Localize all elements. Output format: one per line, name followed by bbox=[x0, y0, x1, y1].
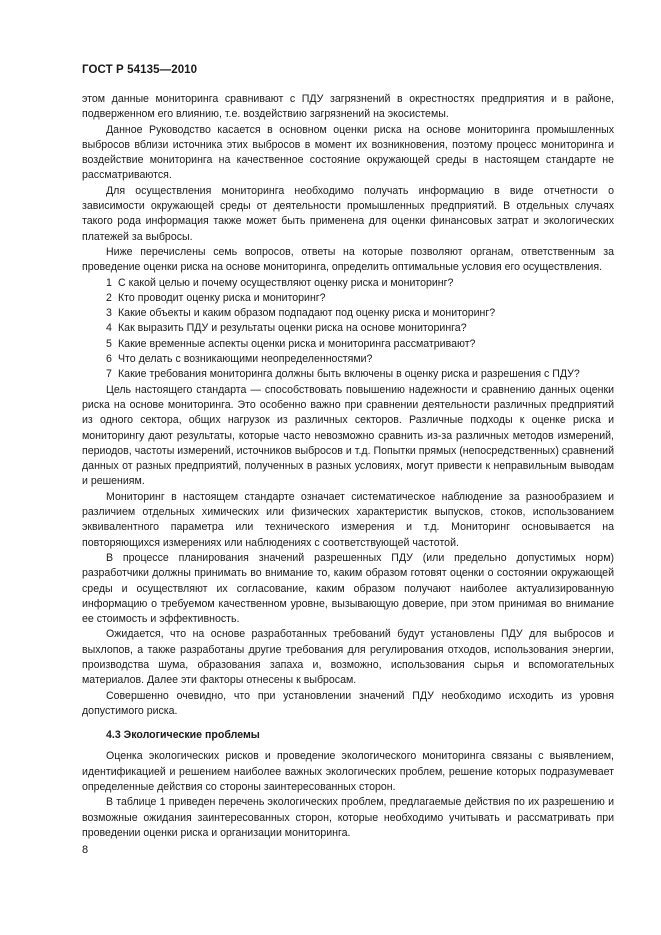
paragraph: Данное Руководство касается в основном оценки риска на основе мониторинга промышленных выбросов вблизи источника этих выбросов в момент их возникновения, поэтому процесс мониторинга и воздействие мониторинга на качественное состояние окружающей среды в настоящем стандарте не рассматриваются. bbox=[82, 123, 614, 182]
list-item-number: 6 bbox=[106, 353, 112, 366]
paragraph: В таблице 1 приведен перечень экологических проблем, предлагаемые действия по их разрешению и возможные ожидания заинтересованных сторон, которые необходимо учитывать и рассматривать при проведении оценки риска и организации мониторинга. bbox=[82, 796, 614, 839]
paragraph: этом данные мониторинга сравнивают с ПДУ загрязнений в окрестностях предприятия и в районе, подверженном его влиянию, т.е. воздействию загрязнений на экосистемы. bbox=[82, 93, 614, 121]
list-item-number: 3 bbox=[106, 307, 112, 320]
paragraph: Совершенно очевидно, что при установлении значений ПДУ необходимо исходить из уровня допустимого риска. bbox=[82, 689, 614, 717]
list-item-text: Что делать с возникающими неопределенностями? bbox=[118, 353, 373, 366]
list-item-number: 2 bbox=[106, 291, 112, 304]
list-item-number: 5 bbox=[106, 337, 112, 350]
paragraph: Мониторинг в настоящем стандарте означает систематическое наблюдение за разнообразием и различием отдельных химических или физических характеристик выпусков, стоков, использованием эквивалентного параметра или технического измерения и т.д. Мониторинг основывается на повторяющихся измерениях или наблюдениях с соответствующей частотой. bbox=[82, 490, 614, 549]
question-list bbox=[82, 276, 614, 383]
list-item bbox=[82, 276, 614, 291]
paragraph: В процессе планирования значений разрешенных ПДУ (или предельно допустимых норм) разработчики должны принимать во внимание то, каким образом готовят оценки о состоянии окружающей среды и осуществляют их согласование, каким образом получают наиболее актуализированную информацию о требуемом качественном уровне, вызывающую доверие, при этом принимая во внимание ее стоимость и эффективность. bbox=[82, 551, 614, 626]
list-item bbox=[82, 367, 614, 382]
list-item bbox=[82, 321, 614, 336]
page-number: 8 bbox=[82, 844, 89, 856]
section-heading: 4.3 Экологические проблемы bbox=[106, 729, 260, 742]
list-item-text: Какие временные аспекты оценки риска и мониторинга рассматривают? bbox=[118, 337, 476, 350]
list-item-text: Как выразить ПДУ и результаты оценки риска на основе мониторинга? bbox=[118, 322, 467, 335]
list-item-text: С какой целью и почему осуществляют оценку риска и мониторинг? bbox=[118, 276, 454, 289]
list-item-text: Какие требования мониторинга должны быть включены в оценку риска и разрешения с ПДУ? bbox=[118, 368, 580, 381]
paragraph: Цель настоящего стандарта — способствовать повышению надежности и сравнению данных оценки риска на основе мониторинга. Это особенно важно при сравнении деятельности различных предприятий из одного сектора, общих нагрузок из различных секторов. Различные подходы к оценке риска и мониторингу дают результаты, которые часто невозможно сравнить из-за различных методов измерений, периодов, частоты измерений, источников выбросов и т.д. Попытки прямых (непосредственных) сравнений данных от разных предприятий, полученных в разных условиях, могут привести к неправильным выводам и решениям. bbox=[82, 383, 614, 488]
paragraph: Оценка экологических рисков и проведение экологического мониторинга связаны с выявлением, идентификацией и решением наиболее важных экологических проблем, решение которых подразумевает определенные действия со стороны заинтересованных сторон. bbox=[82, 750, 614, 794]
page-body bbox=[82, 92, 614, 841]
list-item bbox=[82, 352, 614, 367]
list-item-text: Какие объекты и каким образом подпадают под оценку риска и мониторинг? bbox=[118, 307, 496, 320]
list-item-text: Кто проводит оценку риска и мониторинг? bbox=[118, 291, 326, 304]
paragraph: Ожидается, что на основе разработанных требований будут установлены ПДУ для выбросов и выхлопов, а также разработаны другие требования для регулирования отходов, использования энергии, производства шума, образования запаха и, возможно, использования сырья и вспомогательных материалов. Далее эти факторы отнесены к выбросам. bbox=[82, 628, 614, 687]
list-item bbox=[82, 306, 614, 321]
list-item-number: 7 bbox=[106, 368, 112, 381]
paragraph: Для осуществления мониторинга необходимо получать информацию в виде отчетности о зависимости окружающей среды от деятельности промышленных предприятий. В отдельных случаях такого рода информация также может быть применена для оценки финансовых затрат и экологических платежей за выбросы. bbox=[82, 184, 614, 243]
list-item bbox=[82, 291, 614, 306]
list-item-number: 4 bbox=[106, 322, 112, 335]
document-header: ГОСТ Р 54135—2010 bbox=[82, 64, 198, 76]
paragraph: Ниже перечислены семь вопросов, ответы на которые позволяют органам, ответственным за проведение оценки риска на основе мониторинга, определить оптимальные условия его осуществления. bbox=[82, 245, 614, 274]
list-item bbox=[82, 337, 614, 352]
list-item-number: 1 bbox=[106, 276, 112, 289]
